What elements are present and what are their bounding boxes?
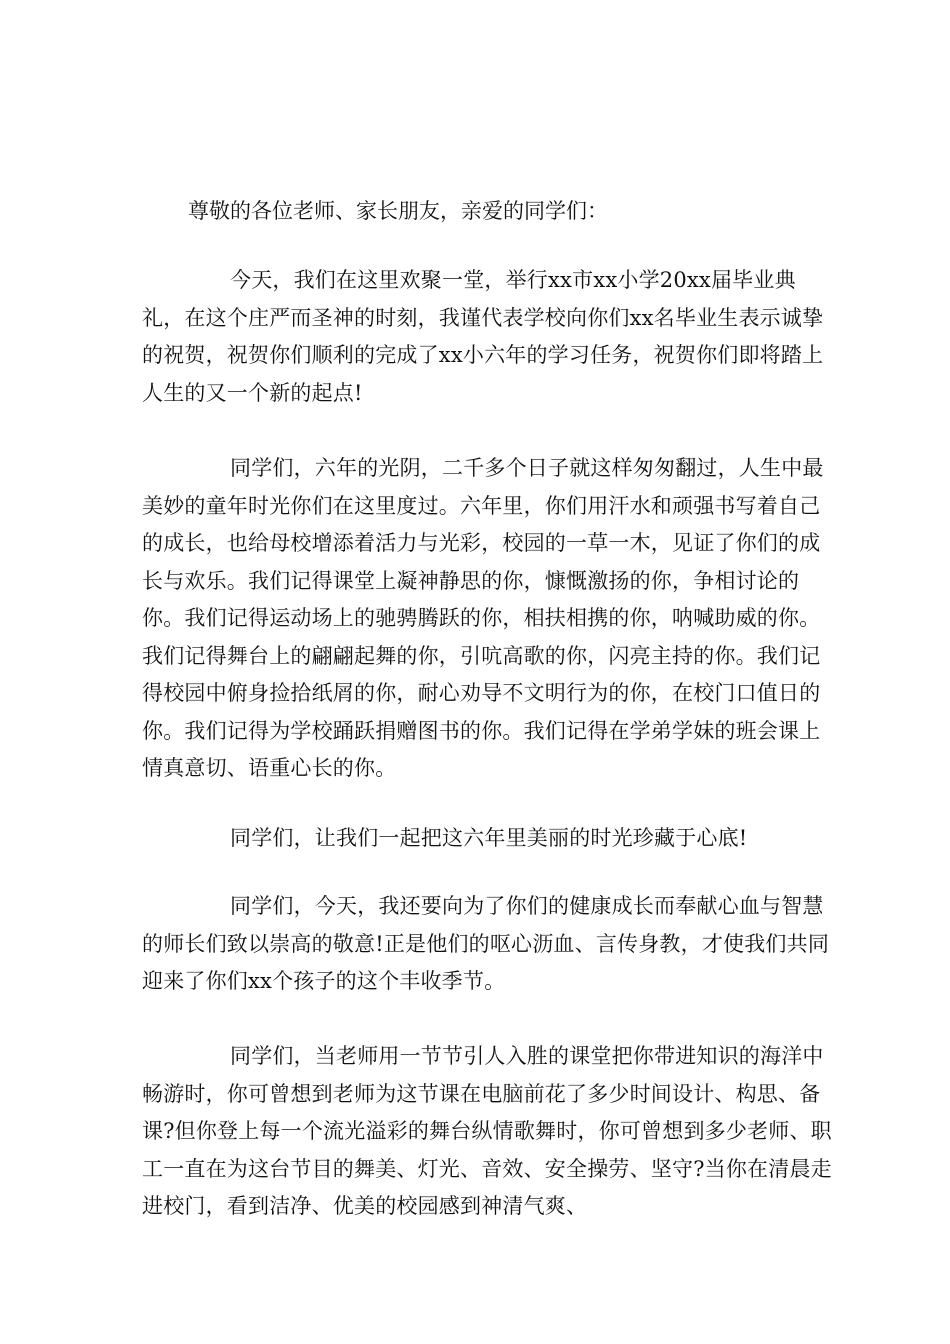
paragraph-1: 今天，我们在这里欢聚一堂，举行xx市xx小学20xx届毕业典礼，在这个庄严而圣神的时刻，我谨代表学校向你们xx名毕业生表示诚挚的祝贺，祝贺你们顺利的完成了xx小六年的学习任务，祝贺你们即将踏上人生的又一个新的起点!	[142, 268, 824, 405]
paragraph-4: 同学们，今天，我还要向为了你们的健康成长而奉献心血与智慧的师长们致以崇高的敬意!正是他们的呕心沥血、言传身教，才使我们共同迎来了你们xx个孩子的这个丰收季节。	[142, 894, 830, 993]
paragraph-5: 同学们，当老师用一节节引人入胜的课堂把你带进知识的海洋中畅游时，你可曾想到老师为这节课在电脑前花了多少时间设计、构思、备课?但你登上每一个流光溢彩的舞台纵情歌舞时，你可曾想到多少老师、职工一直在为这台节目的舞美、灯光、音效、安全操劳、坚守?当你在清晨走进校门，看到洁净、优美的校园感到神清气爽、	[142, 1044, 832, 1218]
paragraph-3: 同学们，让我们一起把这六年里美丽的时光珍藏于心底!	[230, 826, 748, 850]
paragraph-2: 同学们，六年的光阴，二千多个日子就这样匆匆翻过，人生中最美妙的童年时光你们在这里度过。六年里，你们用汗水和顽强书写着自己的成长，也给母校增添着活力与光彩，校园的一草一木，见证了你们的成长与欢乐。我们记得课堂上凝神静思的你，慷慨激扬的你，争相讨论的你。我们记得运动场上的驰骋腾跃的你，相扶相携的你，呐喊助威的你。我们记得舞台上的翩翩起舞的你，引吭高歌的你，闪亮主持的你。我们记得校园中俯身捡拾纸屑的你，耐心劝导不文明行为的你，在校门口值日的你。我们记得为学校踊跃捐赠图书的你。我们记得在学弟学妹的班会课上情真意切、语重心长的你。	[142, 456, 824, 780]
salutation: 尊敬的各位老师、家长朋友，亲爱的同学们：	[188, 199, 608, 223]
